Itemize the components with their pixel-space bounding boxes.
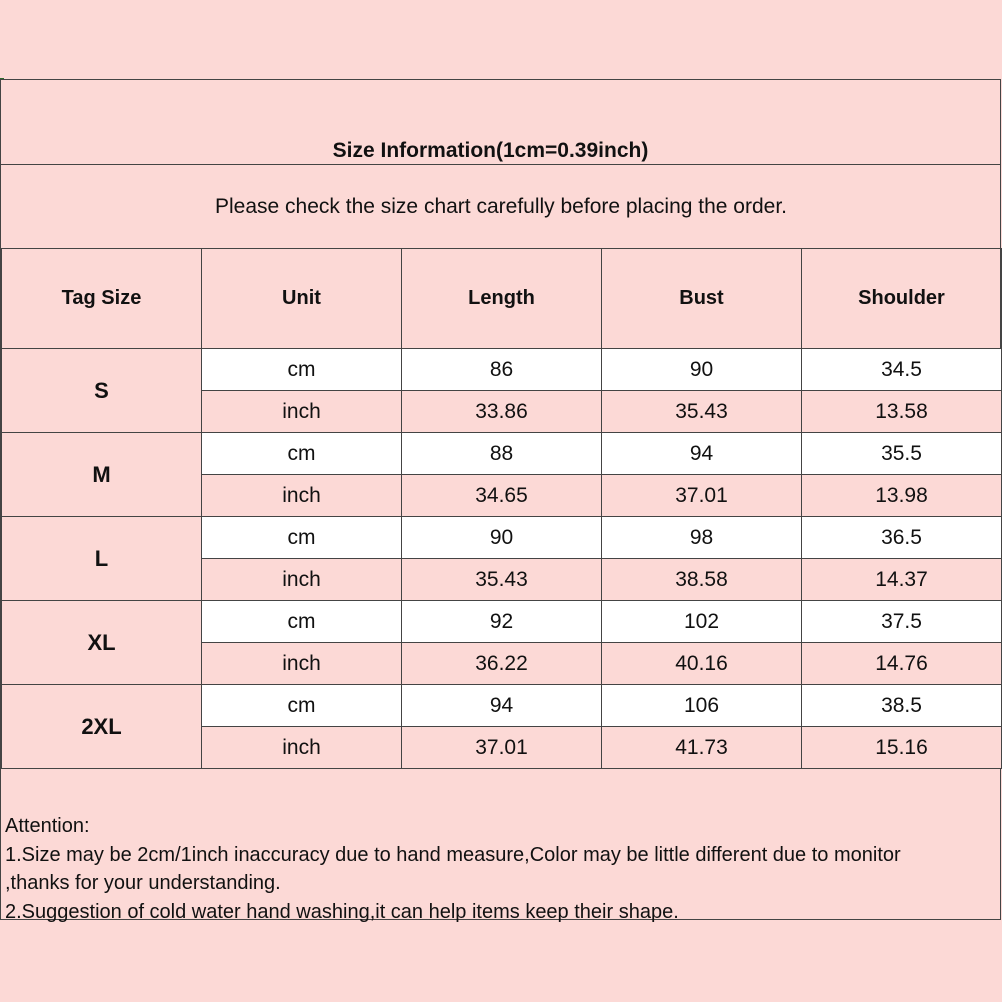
unit-cell: cm	[202, 517, 402, 559]
tag-size-cell: 2XL	[2, 685, 202, 769]
attention-line-2: ,thanks for your understanding.	[5, 872, 281, 894]
bust-cell: 35.43	[602, 391, 802, 433]
bust-cell: 37.01	[602, 475, 802, 517]
length-cell: 86	[402, 349, 602, 391]
length-cell: 34.65	[402, 475, 602, 517]
table-row	[2, 433, 1002, 475]
shoulder-cell: 13.58	[802, 391, 1002, 433]
shoulder-cell: 14.37	[802, 559, 1002, 601]
length-cell: 37.01	[402, 727, 602, 769]
table-row	[2, 517, 1002, 559]
length-cell: 36.22	[402, 643, 602, 685]
unit-cell: inch	[202, 727, 402, 769]
attention-line-1: 1.Size may be 2cm/1inch inaccuracy due to hand measure,Color may be little different due to monitor	[5, 843, 901, 866]
unit-cell: cm	[202, 601, 402, 643]
bust-cell: 98	[602, 517, 802, 559]
bust-cell: 38.58	[602, 559, 802, 601]
shoulder-cell: 14.76	[802, 643, 1002, 685]
attention-section	[1, 768, 1001, 923]
shoulder-cell: 37.5	[802, 601, 1002, 643]
notice-row	[1, 165, 1001, 249]
length-cell: 90	[402, 517, 602, 559]
size-chart-sheet	[0, 79, 1001, 923]
unit-cell: inch	[202, 559, 402, 601]
header-shoulder: Shoulder	[802, 249, 1002, 349]
bust-cell: 94	[602, 433, 802, 475]
header-unit: Unit	[202, 249, 402, 349]
attention-line-3: 2.Suggestion of cold water hand washing,it can help items keep their shape.	[5, 900, 679, 923]
tag-size-cell: M	[2, 433, 202, 517]
shoulder-cell: 34.5	[802, 349, 1002, 391]
bust-cell: 41.73	[602, 727, 802, 769]
bust-cell: 106	[602, 685, 802, 727]
header-row	[2, 249, 1002, 349]
tag-size-cell: XL	[2, 601, 202, 685]
size-chart-title: Size Information(1cm=0.39inch)	[332, 139, 649, 162]
header-tag-size: Tag Size	[2, 249, 202, 349]
unit-cell: cm	[202, 349, 402, 391]
header-length: Length	[402, 249, 602, 349]
tag-size-cell: S	[2, 349, 202, 433]
length-cell: 33.86	[402, 391, 602, 433]
unit-cell: inch	[202, 391, 402, 433]
length-cell: 94	[402, 685, 602, 727]
bust-cell: 90	[602, 349, 802, 391]
unit-cell: cm	[202, 685, 402, 727]
header-bust: Bust	[602, 249, 802, 349]
table-row	[2, 685, 1002, 727]
size-chart-notice: Please check the size chart carefully before placing the order.	[215, 195, 787, 218]
shoulder-cell: 15.16	[802, 727, 1002, 769]
unit-cell: inch	[202, 475, 402, 517]
unit-cell: inch	[202, 643, 402, 685]
shoulder-cell: 36.5	[802, 517, 1002, 559]
bust-cell: 40.16	[602, 643, 802, 685]
table-row	[2, 349, 1002, 391]
size-table	[1, 248, 1002, 769]
length-cell: 35.43	[402, 559, 602, 601]
bust-cell: 102	[602, 601, 802, 643]
unit-cell: cm	[202, 433, 402, 475]
tag-size-cell: L	[2, 517, 202, 601]
attention-heading: Attention:	[5, 815, 90, 837]
table-row	[2, 601, 1002, 643]
title-row	[1, 80, 1001, 165]
length-cell: 92	[402, 601, 602, 643]
shoulder-cell: 35.5	[802, 433, 1002, 475]
shoulder-cell: 13.98	[802, 475, 1002, 517]
shoulder-cell: 38.5	[802, 685, 1002, 727]
length-cell: 88	[402, 433, 602, 475]
